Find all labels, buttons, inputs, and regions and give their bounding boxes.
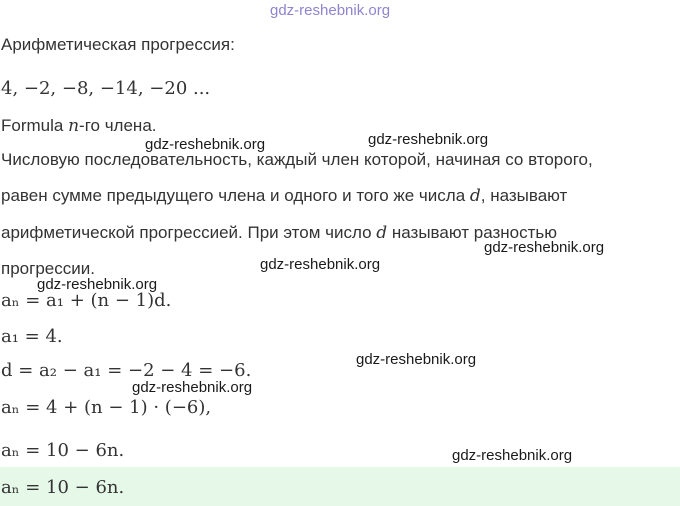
- definition-line-2-start: равен сумме предыдущего члена и одного и того же числа: [1, 186, 470, 205]
- formula-label-variable: n: [68, 116, 80, 136]
- definition-line-1: Числовую последовательность, каждый член которой, начиная со второго,: [1, 150, 593, 169]
- formula-label-before: Formula: [1, 116, 69, 135]
- general-term-formula: aₙ = a₁ + (n − 1)d.: [1, 290, 172, 311]
- formula-label: [1, 115, 157, 137]
- difference-calculation: d = a₂ − a₁ = −2 − 4 = −6.: [1, 360, 252, 381]
- definition-line-2: [1, 185, 567, 207]
- definition-line-3-variable: d: [376, 223, 388, 243]
- watermark: gdz-reshebnik.org: [132, 379, 253, 396]
- watermark: gdz-reshebnik.org: [484, 239, 605, 256]
- first-term: a₁ = 4.: [1, 326, 63, 347]
- heading: Арифметическая прогрессия:: [1, 35, 235, 54]
- simplified-formula: aₙ = 10 − 6n.: [1, 440, 125, 461]
- definition-line-2-variable: d: [469, 186, 481, 206]
- watermark: gdz-reshebnik.org: [145, 136, 266, 153]
- watermark: gdz-reshebnik.org: [260, 256, 381, 273]
- watermark: gdz-reshebnik.org: [368, 131, 489, 148]
- definition-line-3: [1, 222, 557, 244]
- watermark: gdz-reshebnik.org: [356, 351, 477, 368]
- definition-line-4: прогрессии.: [1, 259, 95, 278]
- answer: aₙ = 10 − 6n.: [1, 477, 125, 498]
- definition-line-3-start: арифметической прогрессией. При этом число: [1, 223, 377, 242]
- watermark: gdz-reshebnik.org: [452, 447, 573, 464]
- definition-line-2-end: , называют: [480, 186, 568, 205]
- substitution: aₙ = 4 + (n − 1) · (−6),: [1, 397, 212, 418]
- sequence: 4, −2, −8, −14, −20 ...: [1, 78, 211, 99]
- formula-label-after: -го члена.: [79, 116, 157, 135]
- definition-line-3-end: называют разностью: [387, 223, 557, 242]
- watermark: gdz-reshebnik.org: [37, 276, 158, 293]
- site-watermark-top: gdz-reshebnik.org: [270, 2, 391, 19]
